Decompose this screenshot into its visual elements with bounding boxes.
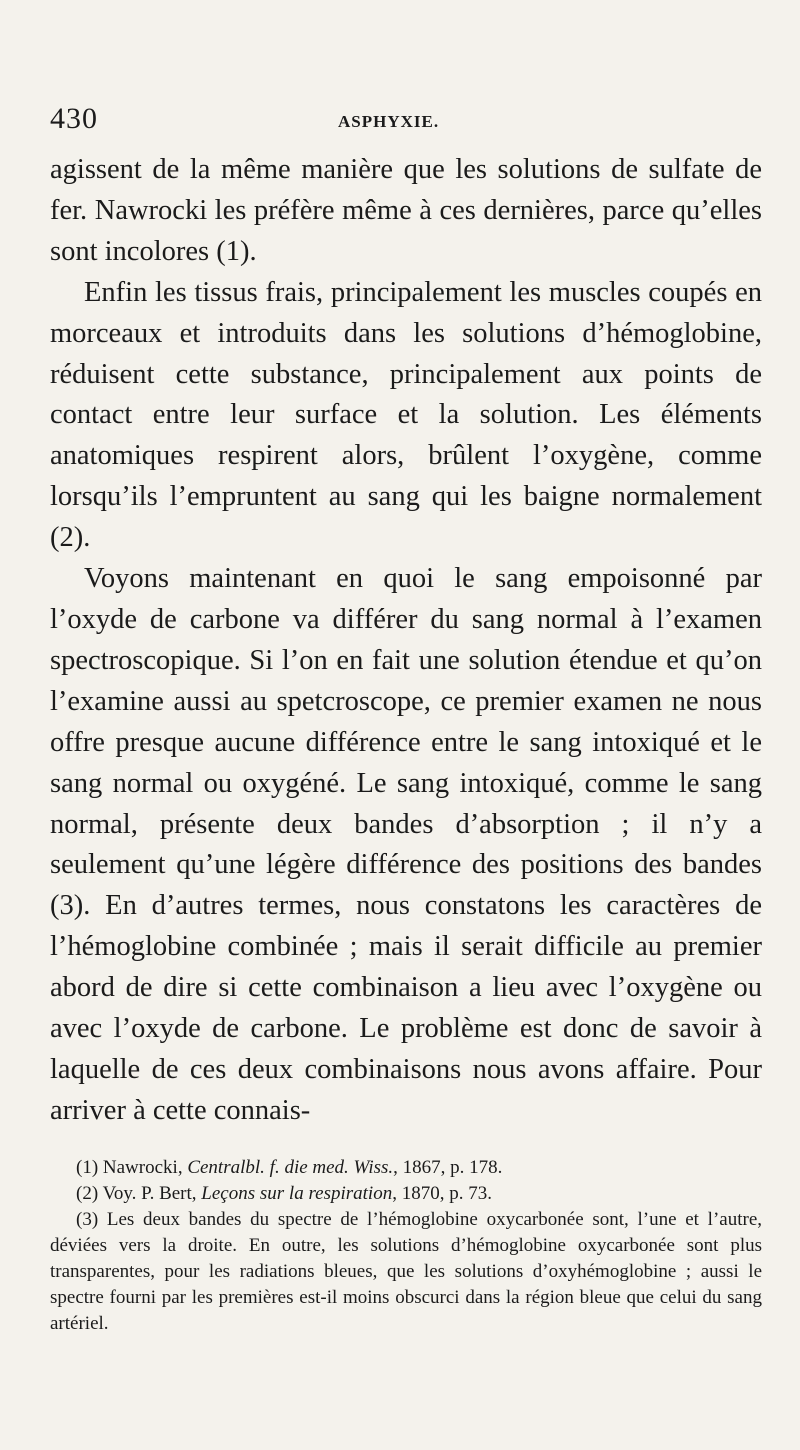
footnote-2-marker: (2) <box>76 1183 99 1204</box>
footnote-1-marker: (1) <box>76 1157 99 1178</box>
footnote-1-rest: , 1867, p. 178. <box>393 1157 503 1178</box>
footnote-2-rest: , 1870, p. 73. <box>392 1183 492 1204</box>
page-header <box>50 102 750 142</box>
footnote-2-title: Leçons sur la respiration <box>201 1183 393 1204</box>
footnote-2-author: Voy. P. Bert, <box>102 1183 197 1204</box>
main-text <box>50 150 762 1132</box>
footnote-separator <box>50 1150 750 1151</box>
footnote-1-title: Centralbl. f. die med. Wiss. <box>187 1157 394 1178</box>
footnotes <box>50 1155 762 1337</box>
running-head: ASPHYXIE. <box>338 112 440 131</box>
paragraph-3: Voyons maintenant en quoi le sang empoisonné par l’oxyde de carbone va différer du sang normal à l’examen spectroscopique. Si l’on en fait une solution étendue et qu’on l’examine aussi au spetcroscope, ce premier examen ne nous offre presque aucune différence entre le sang intoxiqué et le sang normal ou oxygéné. Le sang intoxiqué, comme le sang normal, présente deux bandes d’absorption ; il n’y a seulement qu’une légère différence des positions des bandes (3). En d’autres termes, nous constatons les caractères de l’hémoglobine combinée ; mais il serait difficile au premier abord de dire si cette combinaison a lieu avec l’oxygène ou avec l’oxyde de carbone. Le problème est donc de savoir à laquelle de ces deux combinaisons nous avons affaire. Pour arriver à cette connais- <box>50 563 762 1126</box>
footnote-3 <box>50 1207 762 1337</box>
footnote-1-author: Nawrocki, <box>102 1157 183 1178</box>
footnote-2 <box>50 1181 762 1207</box>
footnote-3-text: Les deux bandes du spectre de l’hémoglobine oxycarbonée sont, l’une et l’autre, déviées vers la droite. En outre, les solutions d’hémoglobine oxycarbonée sont plus transparentes, pour les radiations bleues, que les solutions d’oxyhémoglobine ; aussi le spectre fourni par les premières est-il moins obscurci dans la région bleue que celui du sang artériel. <box>50 1209 762 1334</box>
page-number: 430 <box>50 102 98 135</box>
paragraph-1: agissent de la même manière que les solutions de sulfate de fer. Nawrocki les préfère même à ces dernières, parce qu’elles sont incolores (1). <box>50 154 762 267</box>
footnote-3-marker: (3) <box>76 1209 99 1230</box>
paragraph-2: Enfin les tissus frais, principalement les muscles coupés en morceaux et introduits dans les solutions d’hémoglobine, réduisent cette substance, principalement aux points de contact entre leur surface et la solution. Les éléments anatomiques respirent alors, brûlent l’oxygène, comme lorsqu’ils l’empruntent au sang qui les baigne normalement (2). <box>50 276 762 554</box>
footnote-1 <box>50 1155 762 1181</box>
